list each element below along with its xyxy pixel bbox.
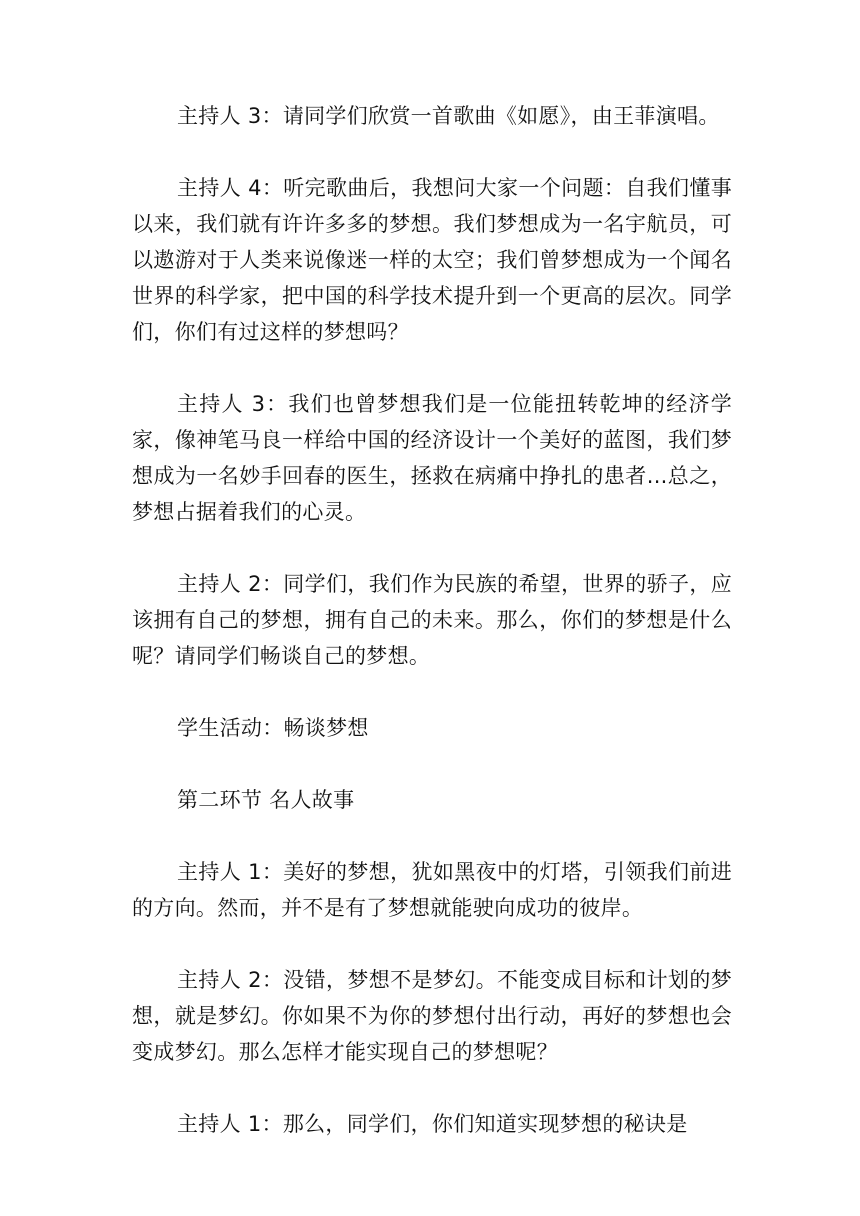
paragraph-host4-question: 主持人 4：听完歌曲后，我想问大家一个问题：自我们懂事以来，我们就有许许多多的梦想。我们梦想成为一名宇航员，可以遨游对于人类来说像迷一样的太空；我们曾梦想成为一个闻名世界的科学家，把中国的科学技术提升到一个更高的层次。同学们，你们有过这样的梦想吗？ <box>132 176 732 344</box>
section-heading-second: 第二环节 名人故事 <box>177 788 355 812</box>
paragraph-host1-secret: 主持人 1：那么，同学们，你们知道实现梦想的秘诀是 <box>177 1112 688 1136</box>
paragraph-host3-dreams: 主持人 3：我们也曾梦想我们是一位能扭转乾坤的经济学家，像神笔马良一样给中国的经济设计一个美好的蓝图，我们梦想成为一名妙手回春的医生，拯救在病痛中挣扎的患者...总之，梦想占据着我们的心灵。 <box>132 392 732 524</box>
paragraph-student-activity: 学生活动：畅谈梦想 <box>177 716 369 740</box>
paragraph-host1-lighthouse: 主持人 1：美好的梦想，犹如黑夜中的灯塔，引领我们前进的方向。然而，并不是有了梦想就能驶向成功的彼岸。 <box>132 860 732 920</box>
paragraph-host2-fantasy: 主持人 2：没错，梦想不是梦幻。不能变成目标和计划的梦想，就是梦幻。你如果不为你的梦想付出行动，再好的梦想也会变成梦幻。那么怎样才能实现自己的梦想呢？ <box>132 968 732 1064</box>
document-page <box>132 98 732 1178</box>
paragraph-host3-song: 主持人 3：请同学们欣赏一首歌曲《如愿》，由王菲演唱。 <box>177 104 720 128</box>
paragraph-host2-hope: 主持人 2：同学们，我们作为民族的希望，世界的骄子，应该拥有自己的梦想，拥有自己的未来。那么，你们的梦想是什么呢？请同学们畅谈自己的梦想。 <box>132 572 732 668</box>
